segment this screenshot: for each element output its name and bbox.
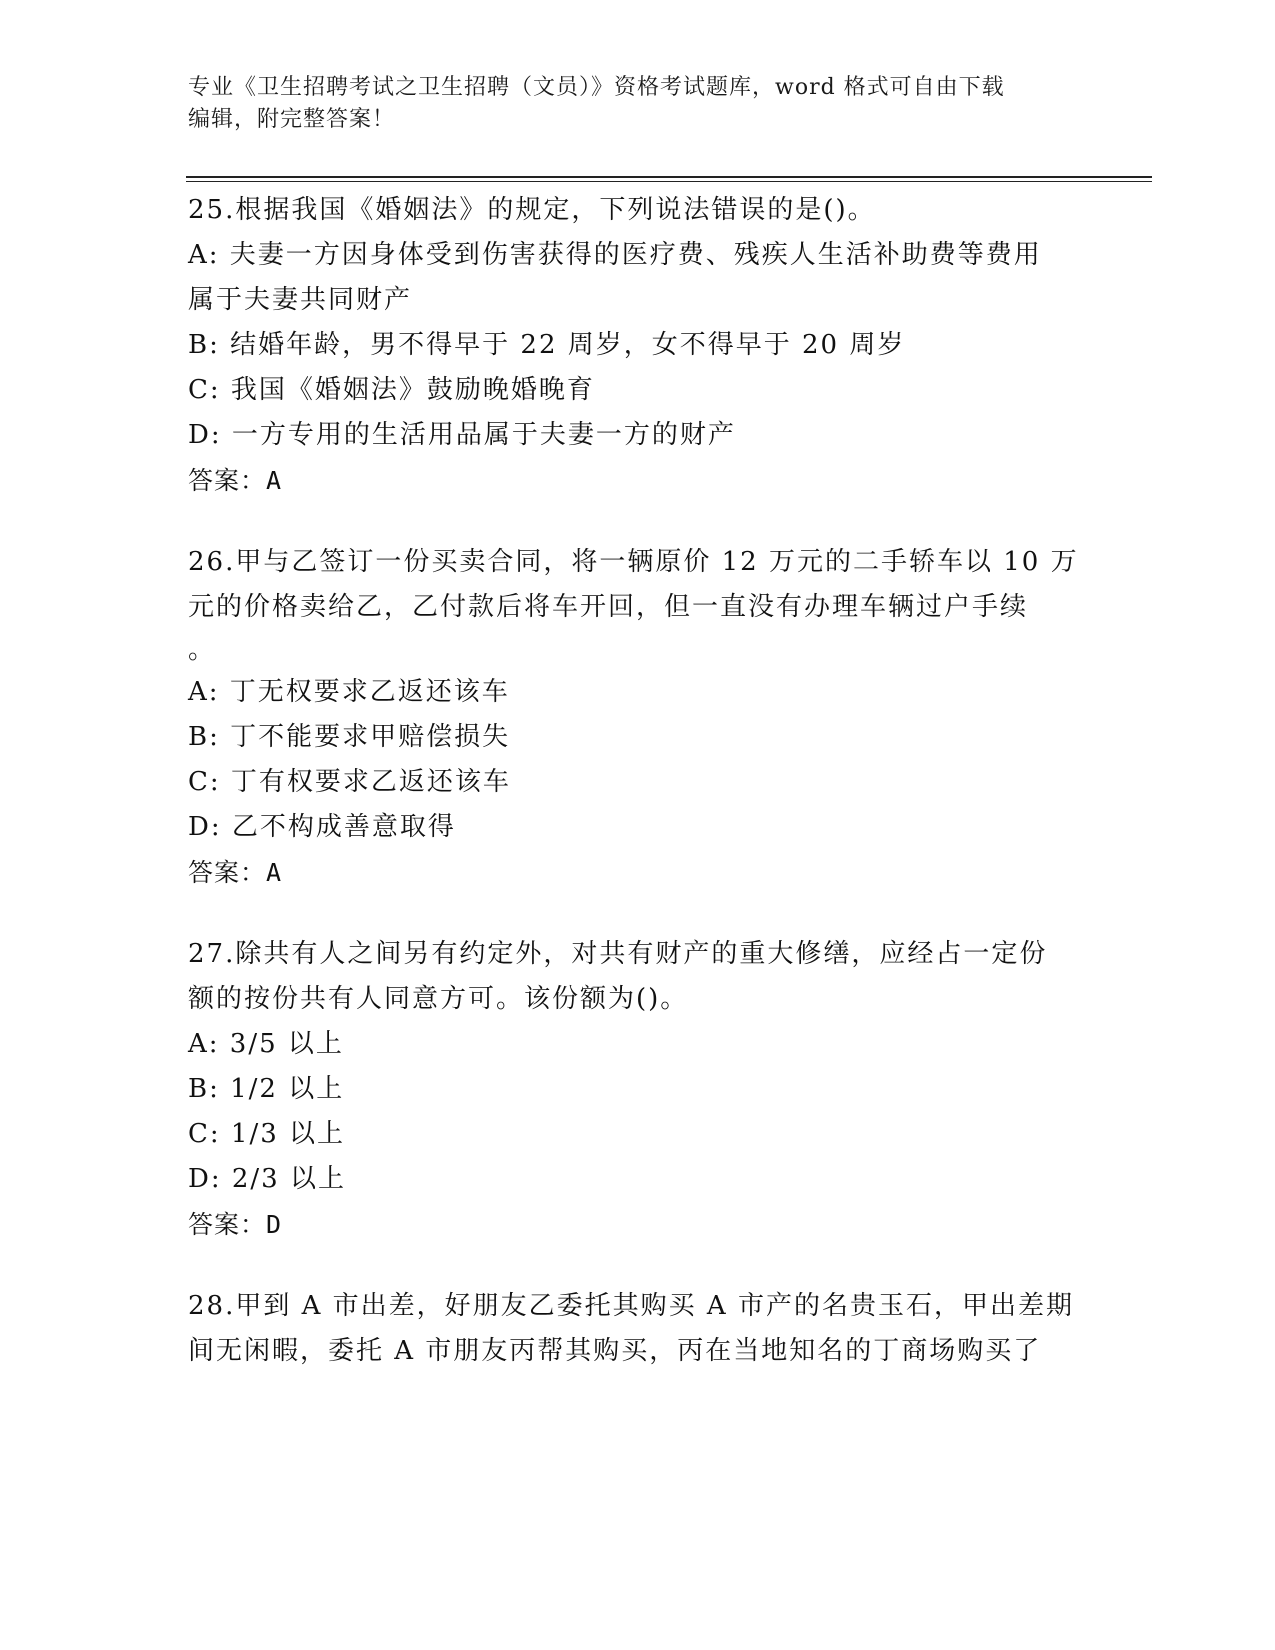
header-rule-thick	[186, 176, 1152, 178]
option-c: C: 我国《婚姻法》鼓励晚婚晚育	[188, 375, 595, 405]
question-stem-line: 26.甲与乙签订一份买卖合同，将一辆原价 12 万元的二手轿车以 10 万	[188, 547, 1079, 577]
option-a-line: A: 夫妻一方因身体受到伤害获得的医疗费、残疾人生活补助费等费用	[188, 240, 1042, 270]
answer-value: D	[266, 1210, 283, 1239]
question-25	[188, 188, 1088, 503]
option-a: A: 丁无权要求乙返还该车	[188, 677, 510, 707]
question-stem-line: 额的按份共有人同意方可。该份额为()。	[188, 984, 689, 1014]
header-line-1: 专业《卫生招聘考试之卫生招聘（文员）》资格考试题库，word 格式可自由下载	[188, 75, 1005, 100]
question-28	[188, 1284, 1088, 1374]
document-header	[188, 72, 1068, 136]
question-26	[188, 540, 1088, 895]
answer-value: A	[266, 858, 283, 887]
header-line-2: 编辑，附完整答案！	[188, 107, 396, 132]
option-a-line: 属于夫妻共同财产	[188, 285, 413, 315]
header-rule-thin	[186, 181, 1152, 182]
answer-line	[188, 1202, 1088, 1247]
option-b: B: 1/2 以上	[188, 1074, 345, 1104]
question-stem-line: 25.根据我国《婚姻法》的规定，下列说法错误的是()。	[188, 195, 876, 225]
option-d: D: 2/3 以上	[188, 1164, 346, 1194]
question-27	[188, 932, 1088, 1247]
option-b: B: 结婚年龄，男不得早于 22 周岁，女不得早于 20 周岁	[188, 330, 906, 360]
question-stem-line: 元的价格卖给乙，乙付款后将车开回，但一直没有办理车辆过户手续	[188, 592, 1029, 622]
option-d: D: 乙不构成善意取得	[188, 812, 456, 842]
option-c: C: 丁有权要求乙返还该车	[188, 767, 511, 797]
option-c: C: 1/3 以上	[188, 1119, 346, 1149]
question-stem-line: 28.甲到 A 市出差，好朋友乙委托其购买 A 市产的名贵玉石，甲出差期	[188, 1291, 1074, 1321]
question-stem-line: 间无闲暇，委托 A 市朋友丙帮其购买，丙在当地知名的丁商场购买了	[188, 1336, 1042, 1366]
answer-line	[188, 458, 1088, 503]
option-b: B: 丁不能要求甲赔偿损失	[188, 722, 511, 752]
option-d: D: 一方专用的生活用品属于夫妻一方的财产	[188, 420, 736, 450]
question-stem-line: 。	[188, 635, 217, 665]
answer-label: 答案：	[188, 858, 267, 887]
question-stem-line: 27.除共有人之间另有约定外，对共有财产的重大修缮，应经占一定份	[188, 939, 1048, 969]
answer-line	[188, 850, 1088, 895]
answer-label: 答案：	[188, 1210, 267, 1239]
answer-label: 答案：	[188, 466, 267, 495]
question-list	[188, 188, 1088, 1411]
answer-value: A	[266, 466, 283, 495]
option-a: A: 3/5 以上	[188, 1029, 344, 1059]
